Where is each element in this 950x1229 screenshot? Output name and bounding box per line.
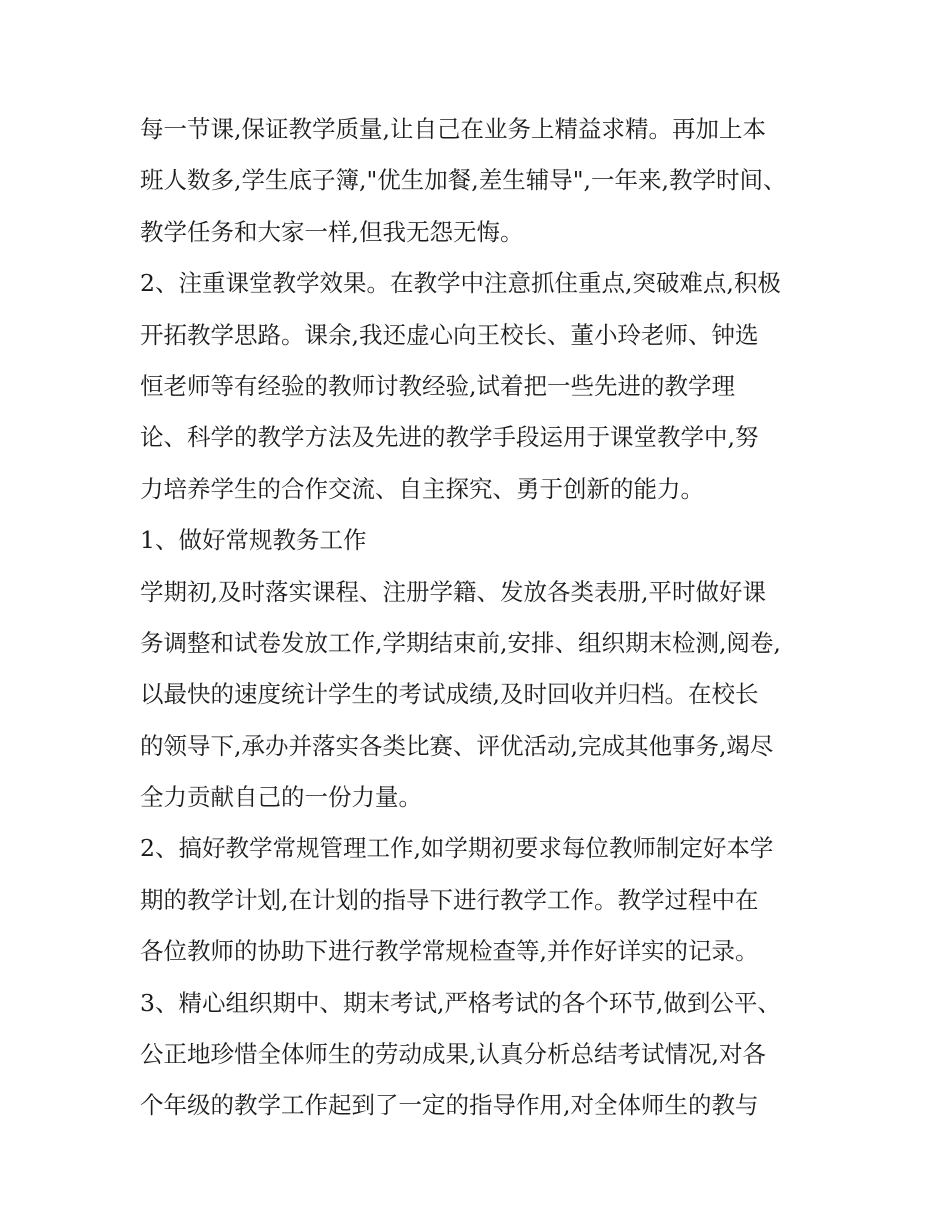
text-line: 3、精心组织期中、期末考试,严格考试的各个环节,做到公平、 (140, 988, 781, 1017)
text-line: 期的教学计划,在计划的指导下进行教学工作。教学过程中在 (140, 885, 759, 914)
text-line: 力培养学生的合作交流、自主探究、勇于创新的能力。 (140, 474, 704, 503)
text-line: 的领导下,承办并落实各类比赛、评优活动,完成其他事务,竭尽 (140, 731, 774, 760)
text-line: 全力贡献自己的一份力量。 (140, 783, 422, 812)
body-text (140, 104, 840, 1132)
text-line: 班人数多,学生底子簿,"优生加餐,差生辅导",一年来,教学时间、 (140, 166, 787, 195)
text-line: 个年级的教学工作起到了一定的指导作用,对全体师生的教与 (140, 1091, 759, 1120)
text-line: 2、搞好教学常规管理工作,如学期初要求每位教师制定好本学 (140, 834, 774, 863)
text-line: 公正地珍惜全体师生的劳动成果,认真分析总结考试情况,对各 (140, 1040, 766, 1069)
text-line: 每一节课,保证教学质量,让自己在业务上精益求精。再加上本 (140, 115, 766, 143)
text-line: 务调整和试卷发放工作,学期结束前,安排、组织期末检测,阅卷, (140, 628, 781, 657)
text-line: 教学任务和大家一样,但我无怨无悔。 (140, 217, 524, 246)
section-heading: 1、做好常规教务工作 (140, 526, 367, 555)
text-line: 以最快的速度统计学生的考试成绩,及时回收并归档。在校长 (140, 680, 759, 709)
text-line: 2、注重课堂教学效果。在教学中注意抓住重点,突破难点,积极 (140, 269, 781, 298)
text-line: 恒老师等有经验的教师讨教经验,试着把一些先进的教学理 (140, 371, 735, 400)
text-line: 各位教师的协助下进行教学常规检查等,并作好详实的记录。 (140, 937, 759, 966)
text-line: 学期初,及时落实课程、注册学籍、发放各类表册,平时做好课 (140, 577, 766, 606)
text-line: 开拓教学思路。课余,我还虚心向王校长、董小玲老师、钟选 (140, 320, 759, 349)
text-line: 论、科学的教学方法及先进的教学手段运用于课堂教学中,努 (140, 423, 759, 452)
